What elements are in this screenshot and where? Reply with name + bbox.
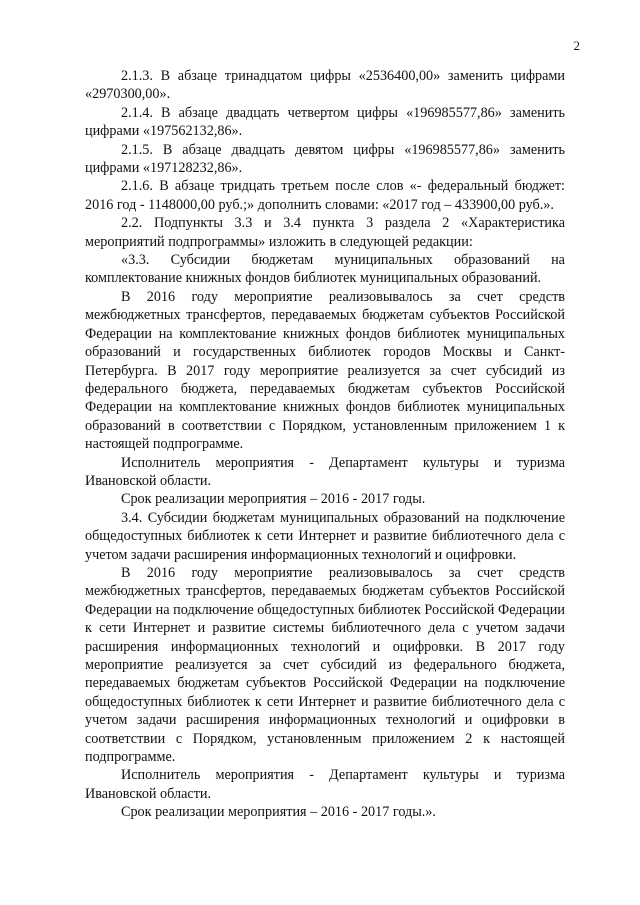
clause-2-1-6: 2.1.6. В абзаце тридцать третьем после слов «- федеральный бюджет: 2016 год - 1148000,00 руб.;» дополнить словами: «2017 год – 433900,00 руб.».: [85, 178, 565, 213]
clause-2-1-5: 2.1.5. В абзаце двадцать девятом цифры «196985577,86» заменить цифрами «197128232,86».: [85, 141, 565, 177]
subclause-3-3-body: В 2016 году мероприятие реализовывалось за счет средств межбюджетных трансфертов, передаваемых бюджетам субъектов Российской Федерации на комплектование книжных фондов библиотек муниципальных образований и государственных библиотек городов Москвы и Санкт-Петербурга. В 2017 году мероприятие реализуется за счет субсидий из федерального бюджета, передаваемых бюджетам субъектов Российской Федерации на комплектование книжных фондов библиотек муниципальных образований в соответствии с Порядком, установленным приложением 1 к настоящей подпрограмме.: [85, 288, 565, 453]
subclause-3-4-heading: 3.4. Субсидии бюджетам муниципальных образований на подключение общедоступных библиотек к сети Интернет и развитие библиотечного дела с учетом задачи расширения информационных технологий и оцифровки.: [85, 509, 565, 563]
subclause-3-3-heading: «3.3. Субсидии бюджетам муниципальных образований на комплектование книжных фондов библиотек муниципальных образований.: [85, 252, 565, 287]
document-body: [85, 67, 565, 822]
page-number: 2: [573, 38, 580, 53]
subclause-3-4-body: В 2016 году мероприятие реализовывалось за счет средств межбюджетных трансфертов, передаваемых бюджетам субъектов Российской Федерации на подключение общедоступных библиотек Российской Федерации к сети Интернет и развитие системы библиотечного дела с учетом задачи расширения информационных технологий и оцифровки. В 2017 году мероприятие реализуется за счет субсидий из федерального бюджета, передаваемых бюджетам субъектов Российской Федерации на подключение общедоступных библиотек к сети Интернет и развитие библиотечного дела с учетом задачи расширения информационных технологий и оцифровки в соответствии с Порядком, установленным приложением 2 к настоящей подпрограмме.: [85, 564, 565, 766]
subclause-3-4-period: Срок реализации мероприятия – 2016 - 2017 годы.».: [121, 804, 436, 821]
clause-2-2: 2.2. Подпункты 3.3 и 3.4 пункта 3 раздела 2 «Характеристика мероприятий подпрограммы» изложить в следующей редакции:: [85, 215, 565, 250]
clause-2-1-4: 2.1.4. В абзаце двадцать четвертом цифры «196985577,86» заменить цифрами «197562132,86».: [85, 104, 565, 140]
clause-2-1-3: 2.1.3. В абзаце тринадцатом цифры «2536400,00» заменить цифрами «2970300,00».: [85, 68, 565, 103]
subclause-3-3-period: Срок реализации мероприятия – 2016 - 2017 годы.: [121, 491, 426, 508]
subclause-3-3-executor: Исполнитель мероприятия - Департамент культуры и туризма Ивановской области.: [85, 454, 565, 489]
subclause-3-4-executor: Исполнитель мероприятия - Департамент культуры и туризма Ивановской области.: [85, 767, 565, 802]
